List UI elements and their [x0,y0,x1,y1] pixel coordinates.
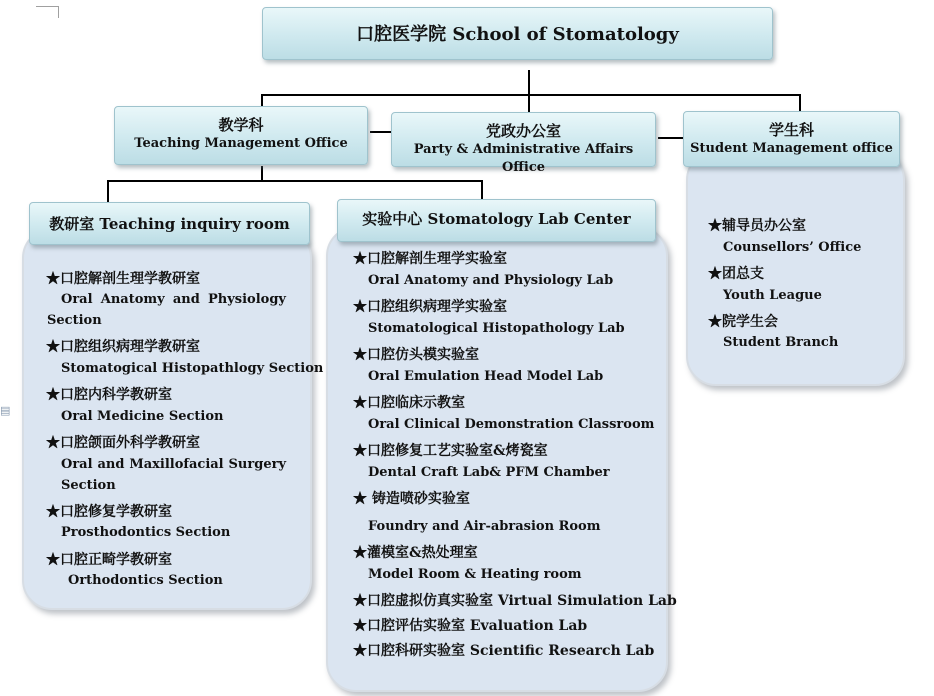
lab-item-cn: ★口腔修复工艺实验室&烤瓷室 [353,443,548,459]
connector-teaching-party [370,131,391,133]
lab-item-en: Stomatological Histopathology Lab [368,321,625,336]
lab-item-en: Oral Anatomy and Physiology Lab [368,273,614,288]
teaching-office-node [114,106,368,165]
student-item-en: Youth League [723,288,822,303]
student-item-cn: ★团总支 [708,266,764,282]
student-item-cn: ★院学生会 [708,314,778,330]
teaching-office-cn: 教学科 [218,116,264,134]
student-office-en: Student Management office [690,141,893,156]
inquiry-item-cn: ★口腔正畸学教研室 [46,552,172,568]
party-office-node [391,112,656,175]
inquiry-item-en-cont: Section [47,313,102,328]
lab-item-en: Oral Clinical Demonstration Classroom [368,417,655,432]
document-icon: ▤ [0,404,11,417]
student-item-cn: ★辅导员办公室 [708,218,806,234]
student-item-en: Student Branch [723,335,839,350]
student-office-node [683,111,900,167]
lab-item-single: ★口腔科研实验室 Scientific Research Lab [353,643,655,659]
inquiry-item-cn: ★口腔颌面外科学教研室 [46,435,200,451]
lab-item-cn: ★口腔仿头模实验室 [353,347,479,363]
lab-item-cn: ★口腔解剖生理学实验室 [353,251,507,267]
connector-root-stem [528,70,530,95]
lab-item-en: Foundry and Air-abrasion Room [368,519,601,534]
lab-item-cn: ★灌模室&热处理室 [353,545,478,561]
lab-node [337,199,656,242]
lab-item-en: Model Room & Heating room [368,567,582,582]
student-office-cn: 学生科 [768,121,814,139]
party-office-cn: 党政办公室 [485,122,561,140]
connector-party-student [658,137,683,139]
connector-units-bar [107,180,483,182]
inquiry-item-en-cont: Section [61,478,116,493]
inquiry-item-en: Prosthodontics Section [61,525,231,540]
inquiry-item-cn: ★口腔组织病理学教研室 [46,339,200,355]
teaching-office-en: Teaching Management Office [134,136,348,151]
connector-inquiry-drop [107,180,109,202]
lab-title: 实验中心 Stomatology Lab Center [362,210,631,228]
lab-item-single: ★口腔虚拟仿真实验室 Virtual Simulation Lab [353,593,677,609]
lab-item-en: Dental Craft Lab& PFM Chamber [368,465,610,480]
root-title: 口腔医学院 School of Stomatology [356,24,679,45]
connector-lab-drop [481,180,483,200]
lab-item-cn: ★口腔组织病理学实验室 [353,299,507,315]
inquiry-item-cn: ★口腔内科学教研室 [46,387,172,403]
connector-top-bar [261,94,801,96]
lab-item-cn: ★口腔临床示教室 [353,395,465,411]
inquiry-node [29,202,310,245]
inquiry-item-en: Orthodontics Section [68,573,223,588]
party-office-en: Party & Administrative Affairs Office [413,142,634,175]
lab-item-cn: ★ 铸造喷砂实验室 [353,491,470,507]
root-node [262,7,773,60]
lab-item-en: Oral Emulation Head Model Lab [368,369,604,384]
inquiry-item-en: Oral Medicine Section [61,409,224,424]
inquiry-item-en: Stomatogical Histopathlogy Section [61,361,324,376]
connector-teaching-stem [261,166,263,181]
inquiry-item-en: Oral Anatomy and Physiology [61,292,286,307]
inquiry-item-cn: ★口腔修复学教研室 [46,504,172,520]
student-item-en: Counsellors’ Office [723,240,862,255]
corner-crop-mark [36,6,59,18]
connector-student-drop [799,94,801,112]
inquiry-item-en: Oral and Maxillofacial Surgery [61,457,286,472]
connector-party-drop [528,94,530,112]
inquiry-item-cn: ★口腔解剖生理学教研室 [46,271,200,287]
inquiry-title: 教研室 Teaching inquiry room [49,215,290,233]
lab-item-single: ★口腔评估实验室 Evaluation Lab [353,618,588,634]
